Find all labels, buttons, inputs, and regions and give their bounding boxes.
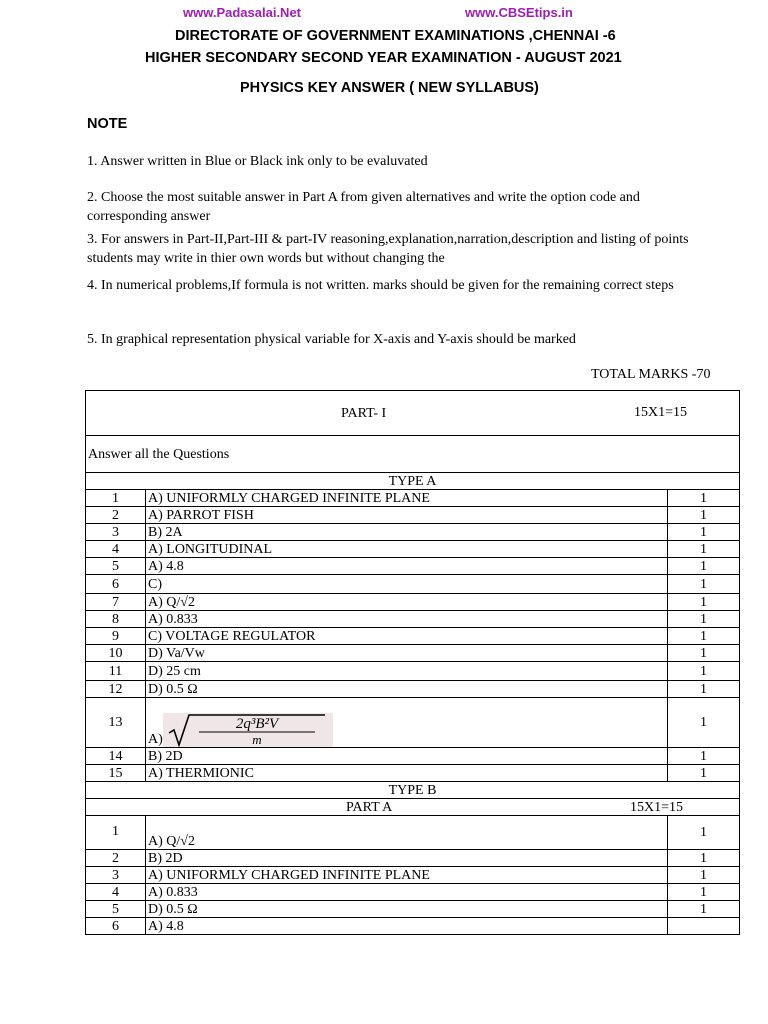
table-row: [86, 918, 740, 935]
note-item-4: 4. In numerical problems,If formula is not written. marks should be given for the remaining correct steps: [87, 278, 674, 293]
type-b-part-label: PART A: [346, 799, 393, 815]
mark-cell: 1: [668, 524, 740, 541]
table-row: [86, 628, 740, 645]
table-row: [86, 662, 740, 681]
answer-cell: A) Q/√2: [146, 594, 668, 611]
question-number: 4: [86, 884, 146, 901]
table-row: [86, 884, 740, 901]
type-a-title: TYPE A: [86, 473, 740, 490]
answer-cell: A) 0.833: [146, 884, 668, 901]
part-label: PART- I: [341, 405, 387, 421]
mark-cell: 1: [668, 816, 740, 850]
table-row: [86, 507, 740, 524]
type-b-part-row: [86, 799, 740, 816]
question-number: 2: [86, 507, 146, 524]
mark-cell: 1: [668, 867, 740, 884]
question-number: 3: [86, 867, 146, 884]
mark-cell: 1: [668, 681, 740, 698]
question-number: 1: [86, 816, 146, 850]
answer-cell: C) VOLTAGE REGULATOR: [146, 628, 668, 645]
answer-cell: D) 25 cm: [146, 662, 668, 681]
mark-cell: [668, 918, 740, 935]
table-row: [86, 575, 740, 594]
question-number: 5: [86, 558, 146, 575]
answer-cell: [146, 698, 668, 748]
question-number: 15: [86, 765, 146, 782]
answer-cell: D) Va/Vw: [146, 645, 668, 662]
question-number: 10: [86, 645, 146, 662]
note-item-5: 5. In graphical representation physical variable for X-axis and Y-axis should be marked: [87, 332, 576, 347]
question-number: 1: [86, 490, 146, 507]
type-b-title: TYPE B: [86, 782, 740, 799]
table-row: [86, 558, 740, 575]
type-a-row: [86, 473, 740, 490]
mark-cell: 1: [668, 698, 740, 748]
question-number: 12: [86, 681, 146, 698]
answer-cell: A) 4.8: [146, 918, 668, 935]
question-number: 4: [86, 541, 146, 558]
mark-cell: 1: [668, 662, 740, 681]
part-header-row: [86, 391, 740, 436]
table-row: [86, 541, 740, 558]
answer-cell: C): [146, 575, 668, 594]
answer-option: A): [148, 732, 163, 747]
question-number: 5: [86, 901, 146, 918]
table-row: [86, 645, 740, 662]
table-row: [86, 681, 740, 698]
question-number: 13: [86, 698, 146, 748]
answer-cell: A) Q/√2: [146, 816, 668, 850]
question-number: 11: [86, 662, 146, 681]
answer-cell: B) 2D: [146, 850, 668, 867]
mark-cell: 1: [668, 575, 740, 594]
header-exam-title: HIGHER SECONDARY SECOND YEAR EXAMINATION - AUGUST 2021: [145, 50, 622, 66]
answer-cell: A) UNIFORMLY CHARGED INFINITE PLANE: [146, 867, 668, 884]
answer-cell: A) THERMIONIC: [146, 765, 668, 782]
question-number: 6: [86, 575, 146, 594]
site-link-padasalai[interactable]: www.Padasalai.Net: [183, 5, 302, 20]
mark-cell: 1: [668, 765, 740, 782]
mark-cell: 1: [668, 884, 740, 901]
question-number: 8: [86, 611, 146, 628]
formula-denominator: m: [252, 732, 262, 747]
question-number: 6: [86, 918, 146, 935]
mark-cell: 1: [668, 748, 740, 765]
table-row: [86, 765, 740, 782]
instruction-row: [86, 436, 740, 473]
table-row: [86, 850, 740, 867]
table-row: [86, 611, 740, 628]
mark-cell: 1: [668, 850, 740, 867]
question-number: 2: [86, 850, 146, 867]
mark-cell: 1: [668, 901, 740, 918]
answer-cell: A) 4.8: [146, 558, 668, 575]
note-item-2: 2. Choose the most suitable answer in Part A from given alternatives and write the option code and corresponding answer: [87, 190, 640, 224]
part-marks: 15X1=15: [634, 405, 688, 420]
answer-cell: B) 2A: [146, 524, 668, 541]
instruction-text: Answer all the Questions: [86, 436, 740, 473]
header-directorate: DIRECTORATE OF GOVERNMENT EXAMINATIONS ,CHENNAI -6: [175, 28, 616, 44]
site-link-cbsetips[interactable]: www.CBSEtips.in: [465, 5, 573, 20]
answer-cell: B) 2D: [146, 748, 668, 765]
answer-cell: A) LONGITUDINAL: [146, 541, 668, 558]
sqrt-formula-icon: [165, 713, 329, 747]
answer-key-table: [85, 390, 740, 935]
table-row: [86, 490, 740, 507]
note-item-3: 3. For answers in Part-II,Part-III & part-IV reasoning,explanation,narration,description and listing of points students may write in thier own words but without changing the: [87, 232, 689, 266]
mark-cell: 1: [668, 628, 740, 645]
mark-cell: 1: [668, 507, 740, 524]
table-row: [86, 748, 740, 765]
question-number: 9: [86, 628, 146, 645]
note-title: NOTE: [87, 116, 128, 132]
formula-numerator: 2q³B²V: [235, 716, 278, 732]
mark-cell: 1: [668, 490, 740, 507]
table-row: [86, 524, 740, 541]
mark-cell: 1: [668, 558, 740, 575]
question-number: 7: [86, 594, 146, 611]
table-row: [86, 867, 740, 884]
note-item-1: 1. Answer written in Blue or Black ink only to be evaluvated: [87, 154, 428, 169]
question-number: 3: [86, 524, 146, 541]
table-row: [86, 698, 740, 748]
mark-cell: 1: [668, 645, 740, 662]
page-title: PHYSICS KEY ANSWER ( NEW SYLLABUS): [240, 80, 539, 96]
mark-cell: 1: [668, 611, 740, 628]
total-marks: TOTAL MARKS -70: [591, 367, 711, 382]
answer-cell: A) UNIFORMLY CHARGED INFINITE PLANE: [146, 490, 668, 507]
answer-cell: A) 0.833: [146, 611, 668, 628]
answer-cell: A) PARROT FISH: [146, 507, 668, 524]
answer-cell: D) 0.5 Ω: [146, 901, 668, 918]
formula-image: [163, 713, 333, 747]
answer-cell: D) 0.5 Ω: [146, 681, 668, 698]
table-row: [86, 594, 740, 611]
type-b-part-marks: 15X1=15: [630, 799, 684, 815]
mark-cell: 1: [668, 594, 740, 611]
table-row: [86, 901, 740, 918]
type-b-row: [86, 782, 740, 799]
question-number: 14: [86, 748, 146, 765]
table-row: [86, 816, 740, 850]
mark-cell: 1: [668, 541, 740, 558]
